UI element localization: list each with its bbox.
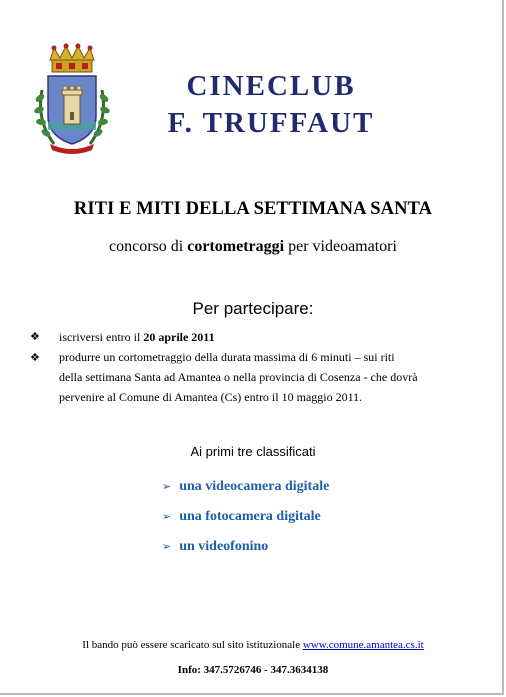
rule-2-line-3: pervenire al Comune di Amantea (Cs) entro il 10 maggio 2011. xyxy=(59,390,363,404)
diamond-bullet-icon: ❖ xyxy=(30,351,40,364)
prize-label: un videofonino xyxy=(179,539,269,554)
contest-title: RITI E MITI DELLA SETTIMANA SANTA xyxy=(73,199,433,219)
rule-1 xyxy=(59,327,215,347)
contest-subtitle xyxy=(0,238,506,256)
prize-label: una fotocamera digitale xyxy=(179,509,321,524)
prize-item xyxy=(162,479,329,495)
prize-label: una videocamera digitale xyxy=(179,479,330,494)
prizes-heading: Ai primi tre classificati xyxy=(190,444,316,459)
club-name-line2: F. TRUFFAUT xyxy=(167,107,375,139)
diamond-bullet-icon: ❖ xyxy=(30,330,40,343)
subtitle-before: concorso di xyxy=(109,238,188,255)
participate-heading: Per partecipare: xyxy=(192,299,314,318)
club-name-line1: CINECLUB xyxy=(186,70,356,102)
arrow-bullet-icon: ➢ xyxy=(162,540,172,553)
rule-1-text: iscriversi entro il xyxy=(59,330,144,344)
rule-2-line-1: produrre un cortometraggio della durata massima di 6 minuti – sui riti xyxy=(59,350,395,364)
arrow-bullet-icon: ➢ xyxy=(162,480,172,493)
footer-info xyxy=(0,664,506,676)
subtitle-bold: cortometraggi xyxy=(187,238,285,255)
municipal-coat-of-arms-icon xyxy=(32,40,112,158)
arrow-bullet-icon: ➢ xyxy=(162,510,172,523)
info-phones: Info: 347.5726746 - 347.3634138 xyxy=(177,664,329,676)
rule-1-date: 20 aprile 2011 xyxy=(143,330,215,344)
subtitle-after: per videoamatori xyxy=(284,238,397,255)
prize-item xyxy=(162,539,268,555)
website-link[interactable]: www.comune.amantea.cs.it xyxy=(302,639,424,651)
footer-bando xyxy=(0,639,506,651)
rule-2-line-2: della settimana Santa ad Amantea o nella provincia di Cosenza - che dovrà xyxy=(59,370,418,384)
prize-item xyxy=(162,509,321,525)
footer-bando-text: Il bando può essere scaricato sul sito istituzionale xyxy=(82,639,303,651)
